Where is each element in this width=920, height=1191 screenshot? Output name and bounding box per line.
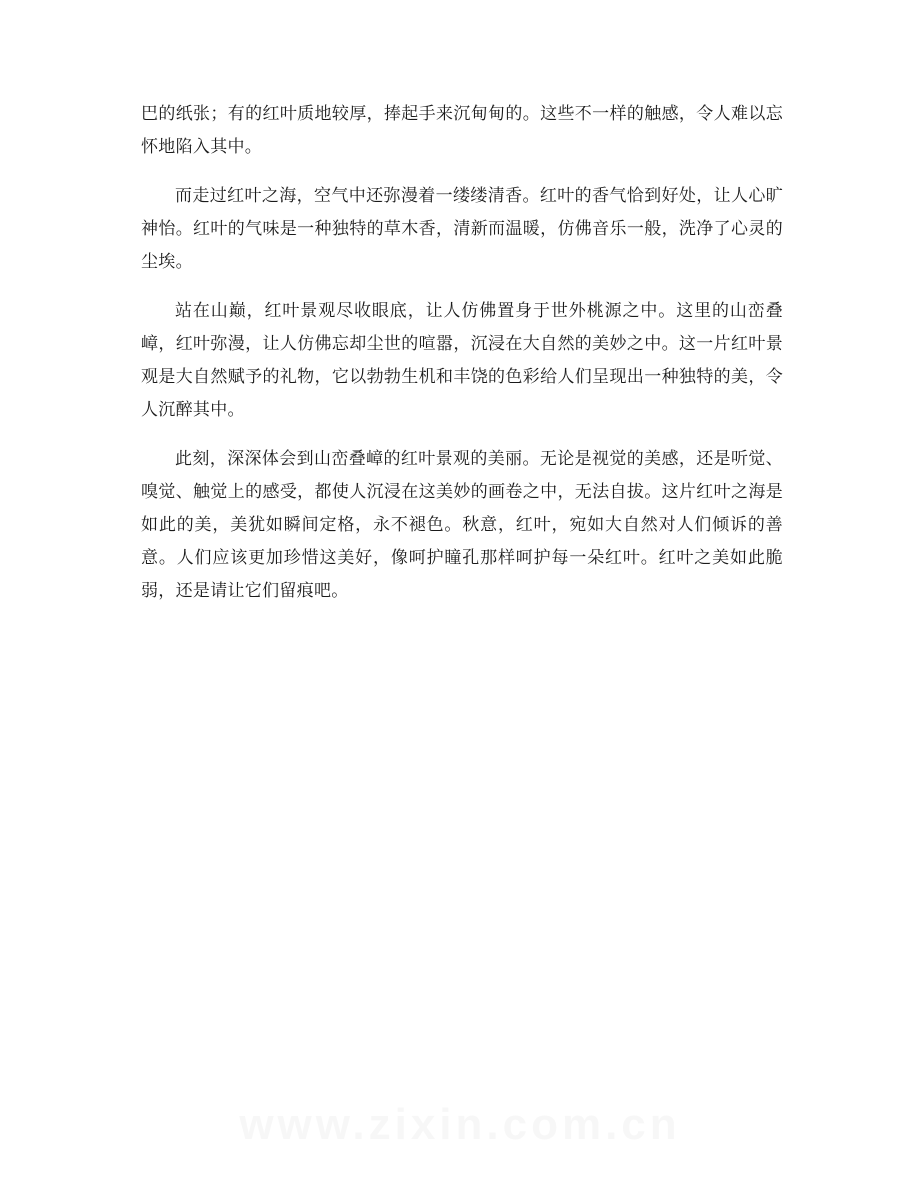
paragraph-continuation: 巴的纸张；有的红叶质地较厚，捧起手来沉甸甸的。这些不一样的触感，令人难以忘怀地陷入其中。 — [141, 104, 783, 157]
paragraph-summit-view: 站在山巅，红叶景观尽收眼底，让人仿佛置身于世外桃源之中。这里的山峦叠嶂，红叶弥漫，让人仿佛忘却尘世的喧嚣，沉浸在大自然的美妙之中。这一片红叶景观是大自然赋予的礼物，它以勃勃生机和丰饶的色彩给人们呈现出一种独特的美，令人沉醉其中。 — [141, 301, 783, 420]
watermark: www.zixin.com.cn — [239, 1100, 681, 1149]
body-text — [141, 98, 783, 608]
paragraph-conclusion: 此刻，深深体会到山峦叠嶂的红叶景观的美丽。无论是视觉的美感，还是听觉、嗅觉、触觉上的感受，都使人沉浸在这美妙的画卷之中，无法自拔。这片红叶之海是如此的美，美犹如瞬间定格，永不褪色。秋意，红叶，宛如大自然对人们倾诉的善意。人们应该更加珍惜这美好，像呵护瞳孔那样呵护每一朵红叶。红叶之美如此脆弱，还是请让它们留痕吧。 — [141, 449, 783, 601]
paragraph-fragrance: 而走过红叶之海，空气中还弥漫着一缕缕清香。红叶的香气恰到好处，让人心旷神怡。红叶的气味是一种独特的草木香，清新而温暖，仿佛音乐一般，洗净了心灵的尘埃。 — [141, 186, 783, 272]
